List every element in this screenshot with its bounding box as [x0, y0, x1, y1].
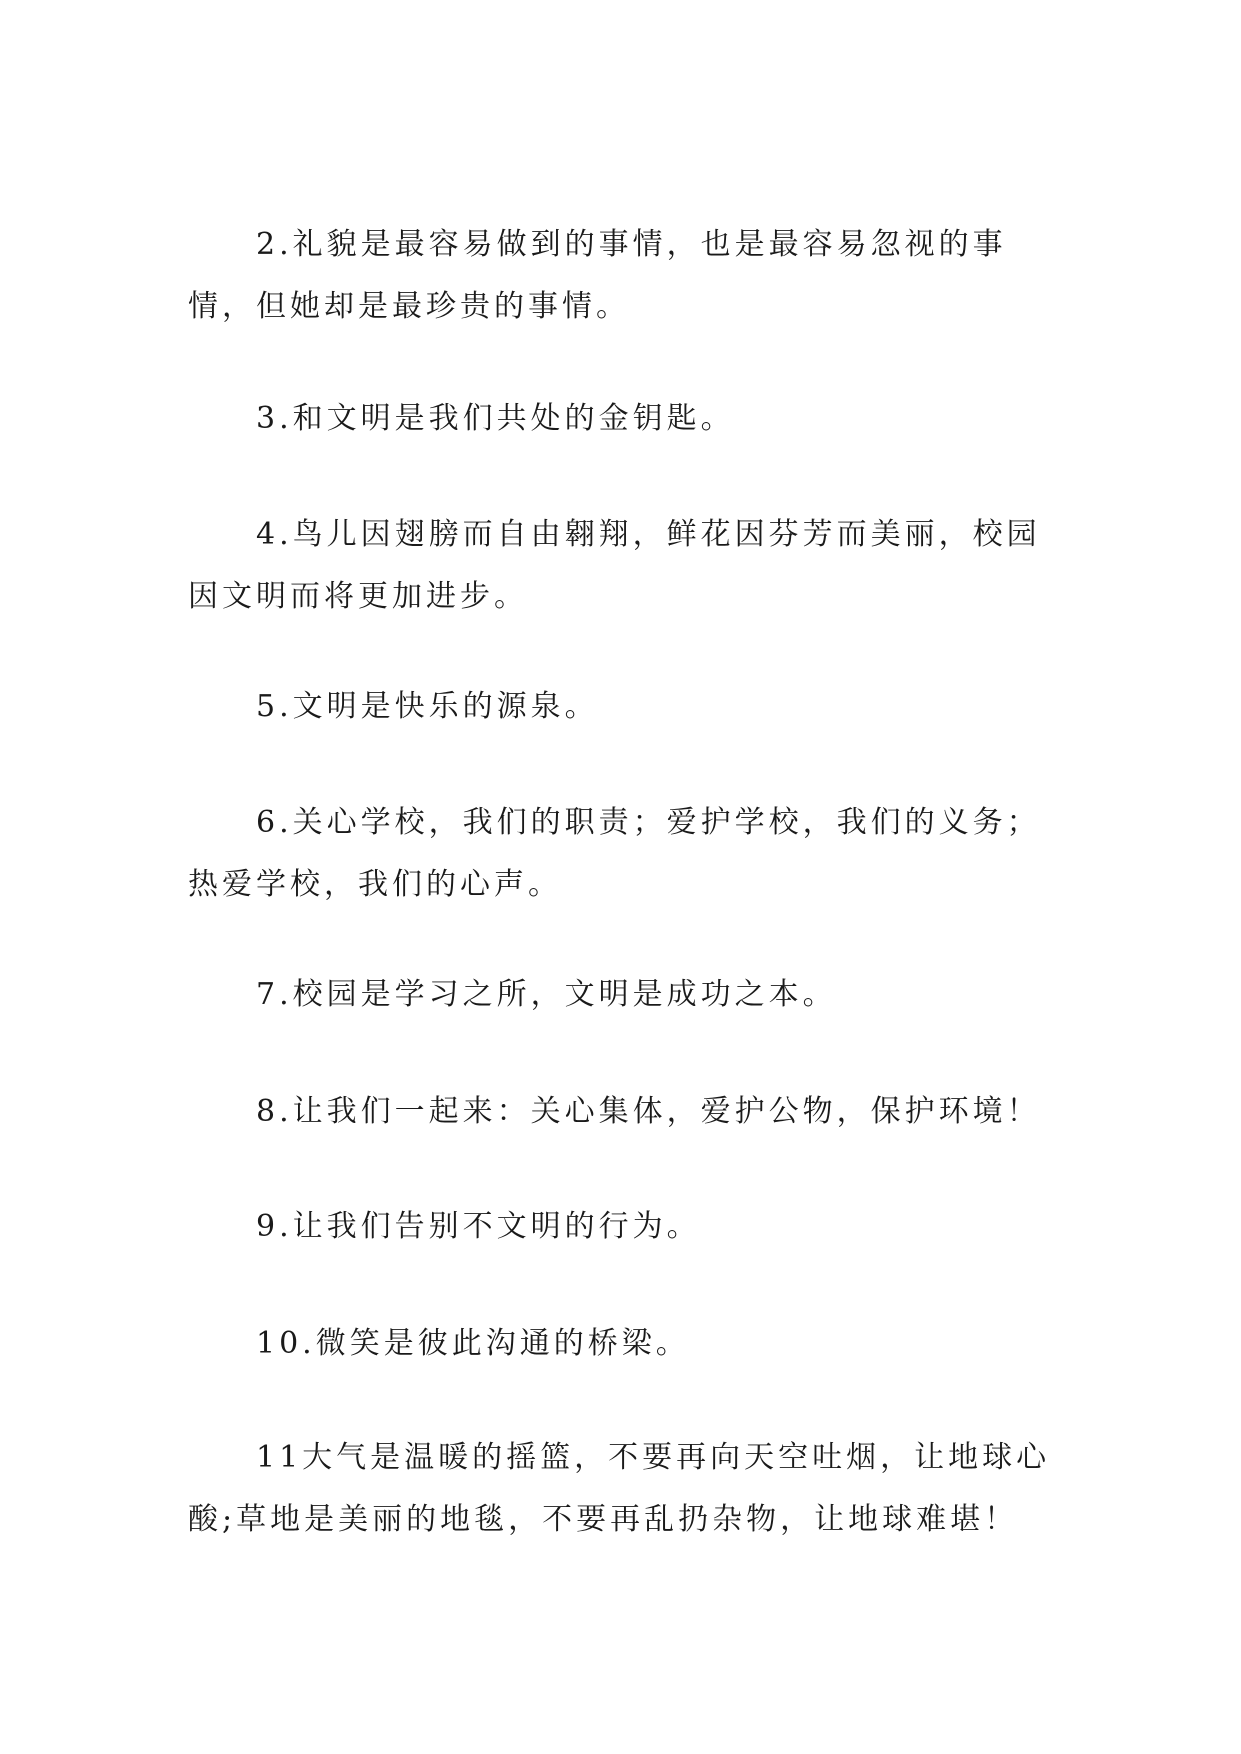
paragraph-10: 10.微笑是彼此沟通的桥梁。 [256, 1326, 690, 1361]
paragraph-5: 5.文明是快乐的源泉。 [256, 689, 599, 724]
paragraph-9: 9.让我们告别不文明的行为。 [256, 1209, 701, 1244]
paragraph-6: 6.关心学校，我们的职责；爱护学校，我们的义务；热爱学校，我们的心声。 [188, 805, 1041, 902]
paragraph-7: 7.校园是学习之所，文明是成功之本。 [256, 977, 837, 1012]
paragraph-2: 2.礼貌是最容易做到的事情，也是最容易忽视的事情，但她却是最珍贵的事情。 [188, 227, 1007, 324]
paragraph-3: 3.和文明是我们共处的金钥匙。 [256, 401, 735, 436]
paragraph-4: 4.鸟儿因翅膀而自由翱翔，鲜花因芬芳而美丽，校园因文明而将更加进步。 [188, 517, 1041, 614]
paragraph-8: 8.让我们一起来：关心集体，爱护公物，保护环境！ [256, 1094, 1041, 1129]
paragraph-11: 11大气是温暖的摇篮，不要再向天空吐烟，让地球心酸;草地是美丽的地毯，不要再乱扔杂物，让地球难堪！ [188, 1440, 1051, 1537]
